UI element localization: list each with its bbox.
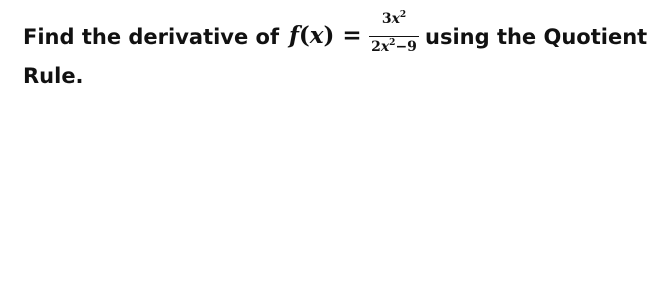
function-argument: x [309,22,324,49]
problem-line-2: Rule. [23,64,84,88]
equals-sign: = [342,22,362,49]
problem-line-1 [23,10,653,66]
numerator-exponent: 2 [399,10,407,20]
problem-lead-text: Find the derivative of [23,25,280,49]
function-name: f [289,22,299,49]
denominator-exponent: 2 [389,38,396,48]
problem-tail-text: using the Quotient [425,25,648,49]
denominator-variable: x [380,39,390,55]
numerator-variable: x [391,11,400,27]
numerator-coefficient: 3 [381,11,392,27]
function-notation: f(x) = [289,22,362,49]
fraction-bar [369,36,419,37]
fraction-numerator [369,12,419,26]
denominator-coefficient: 2 [371,39,381,55]
fraction [369,12,419,64]
problem-statement [23,10,653,87]
denominator-constant: −9 [395,39,417,55]
fraction-denominator [369,40,419,54]
